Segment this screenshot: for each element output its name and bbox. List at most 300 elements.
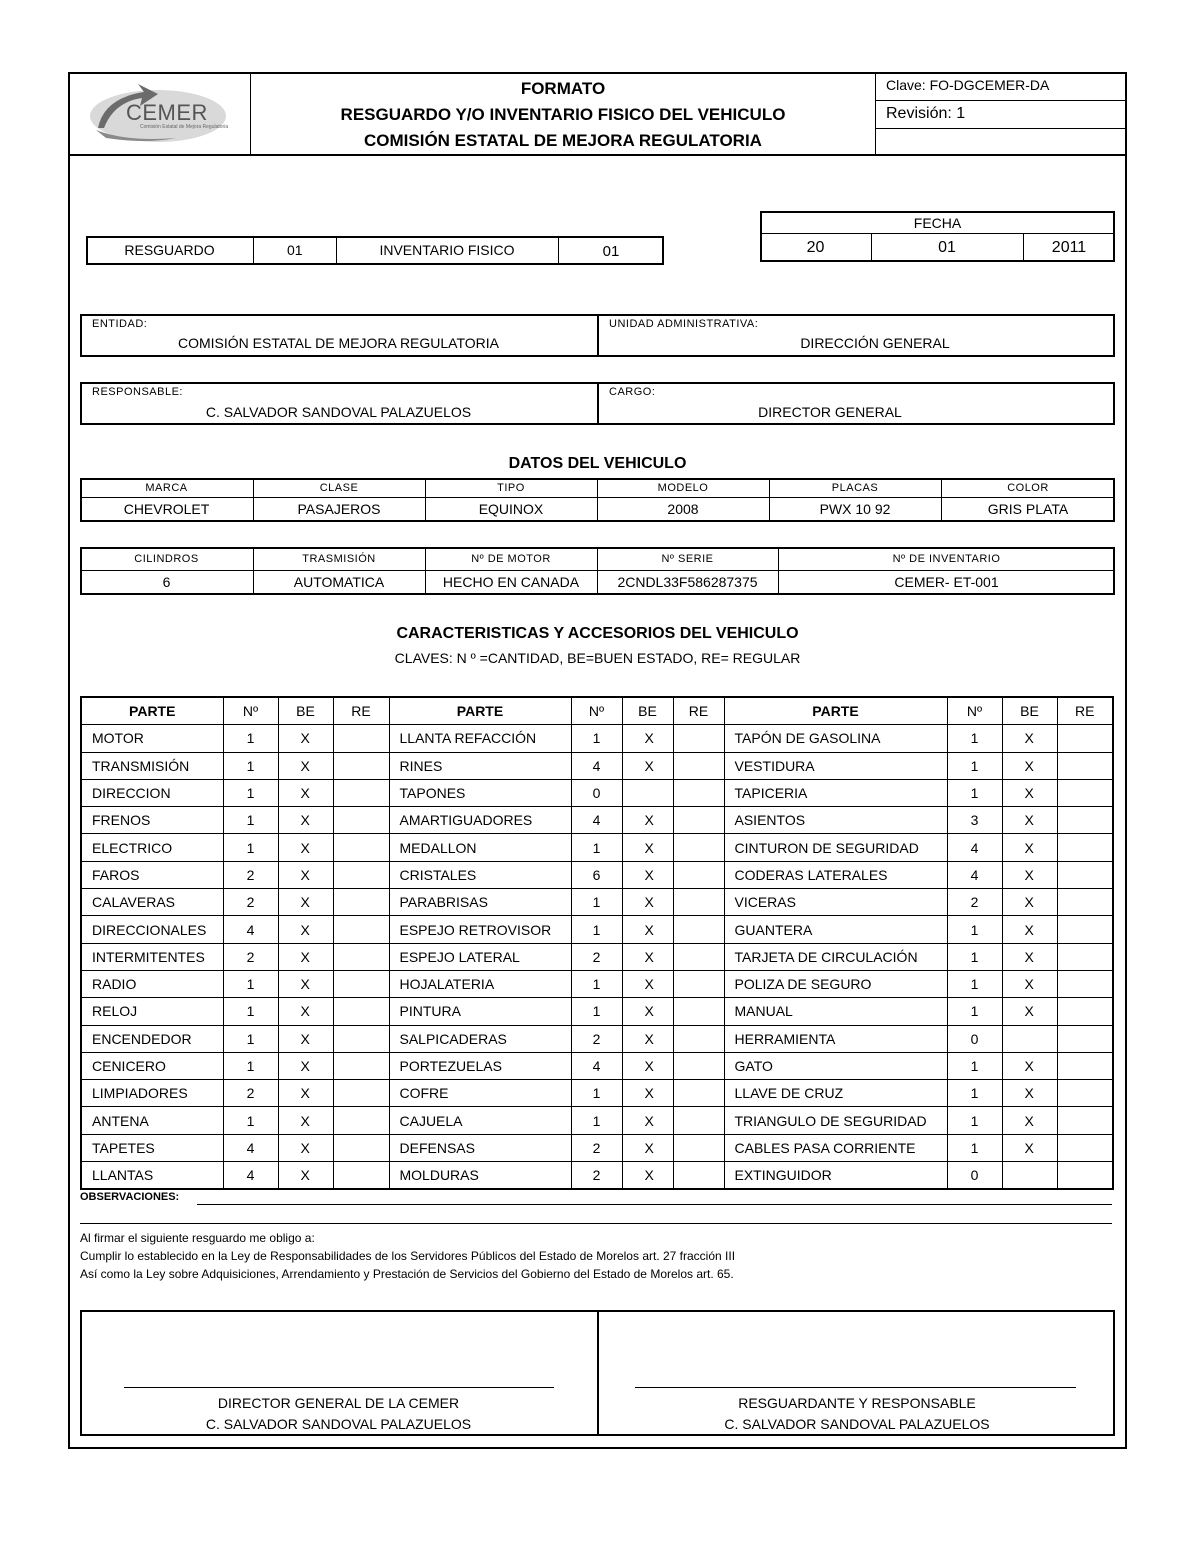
re-cell [673,752,724,779]
compromiso-line: Así como la Ley sobre Adquisiciones, Arrendamiento y Prestación de Servicios del Gobierno del Estado de Morelos art. 65. [80,1267,734,1281]
cantidad-cell: 1 [223,998,278,1025]
parte-cell: FAROS [81,861,223,888]
cantidad-cell: 1 [947,779,1002,806]
parte-cell: ASIENTOS [724,807,947,834]
cantidad-cell: 0 [571,779,622,806]
vehiculo-value-cell: 6 [162,574,171,590]
header-divider [875,100,1127,101]
be-cell: X [278,970,333,997]
parte-cell: VICERAS [724,889,947,916]
parte-cell: LLANTA REFACCIÓN [389,725,571,752]
be-cell: X [278,1080,333,1107]
be-cell: X [622,916,673,943]
parte-cell: TAPICERIA [724,779,947,806]
cell-divider [778,547,779,595]
parte-cell: CABLES PASA CORRIENTE [724,1134,947,1161]
table-row [81,889,1113,916]
be-cell: X [278,1134,333,1161]
vehiculo-value-cell: AUTOMATICA [293,574,385,590]
accesorios-header-cell: Nº [571,697,622,725]
re-cell [333,1025,389,1052]
cantidad-cell: 1 [223,725,278,752]
parte-cell: CINTURON DE SEGURIDAD [724,834,947,861]
parte-cell: POLIZA DE SEGURO [724,970,947,997]
be-cell: X [622,1162,673,1190]
accesorios-header-row [81,697,1113,725]
re-cell [1057,1162,1113,1190]
fecha-year: 2011 [1051,238,1087,256]
cantidad-cell: 1 [223,779,278,806]
vehiculo-header-cell: COLOR [1007,482,1049,494]
cantidad-cell: 1 [571,889,622,916]
cantidad-cell: 1 [223,1107,278,1134]
firma-title: RESGUARDANTE Y RESPONSABLE [738,1395,976,1411]
table-row [81,916,1113,943]
observaciones-line [197,1204,1112,1205]
re-cell [673,861,724,888]
parte-cell: MEDALLON [389,834,571,861]
re-cell [1057,1107,1113,1134]
cantidad-cell: 2 [571,1162,622,1190]
be-cell: X [622,1107,673,1134]
vehiculo-value-cell: GRIS PLATA [987,501,1069,517]
re-cell [1057,889,1113,916]
parte-cell: PORTEZUELAS [389,1052,571,1079]
re-cell [333,1162,389,1190]
observaciones-label: OBSERVACIONES: [80,1191,180,1203]
re-cell [673,1080,724,1107]
parte-cell: INTERMITENTES [81,943,223,970]
cantidad-cell: 1 [947,1052,1002,1079]
parte-cell: LLAVE DE CRUZ [724,1080,947,1107]
cantidad-cell: 1 [571,1080,622,1107]
cantidad-cell: 0 [947,1162,1002,1190]
vehiculo-header-cell: Nº SERIE [661,553,714,565]
be-cell: X [1002,861,1057,888]
cantidad-cell: 2 [571,1134,622,1161]
cantidad-cell: 4 [223,916,278,943]
cantidad-cell: 4 [947,834,1002,861]
re-cell [673,834,724,861]
re-cell [1057,725,1113,752]
cantidad-cell: 1 [947,998,1002,1025]
re-cell [673,807,724,834]
caracteristicas-title: CARACTERISTICAS Y ACCESORIOS DEL VEHICULO [396,625,799,642]
parte-cell: COFRE [389,1080,571,1107]
parte-cell: TAPONES [389,779,571,806]
parte-cell: CRISTALES [389,861,571,888]
header-divider [250,72,251,156]
signature-line-left [124,1387,554,1388]
be-cell: X [278,1025,333,1052]
cantidad-cell: 1 [223,1025,278,1052]
cantidad-cell: 2 [223,889,278,916]
cantidad-cell: 0 [947,1025,1002,1052]
parte-cell: PINTURA [389,998,571,1025]
cantidad-cell: 1 [947,752,1002,779]
vehiculo-value-cell: 2008 [667,501,699,517]
be-cell: X [1002,916,1057,943]
vehiculo-value-cell: PASAJEROS [297,501,381,517]
table-row [81,970,1113,997]
parte-cell: TRIANGULO DE SEGURIDAD [724,1107,947,1134]
accesorios-header-cell: PARTE [81,697,223,725]
accesorios-body [81,725,1113,1190]
be-cell: X [278,1162,333,1190]
title-line: FORMATO [520,79,606,98]
table-row [81,807,1113,834]
inventario-label: INVENTARIO FISICO [379,241,515,258]
parte-cell: LIMPIADORES [81,1080,223,1107]
re-cell [333,970,389,997]
re-cell [1057,807,1113,834]
cantidad-cell: 1 [571,970,622,997]
re-cell [673,916,724,943]
cell-divider [597,478,598,522]
unidad-value: DIRECCIÓN GENERAL [800,335,950,351]
re-cell [673,725,724,752]
be-cell: X [278,1052,333,1079]
cantidad-cell: 2 [223,1080,278,1107]
re-cell [1057,779,1113,806]
parte-cell: GUANTERA [724,916,947,943]
parte-cell: AMARTIGUADORES [389,807,571,834]
parte-cell: LLANTAS [81,1162,223,1190]
re-cell [333,752,389,779]
table-row [81,1107,1113,1134]
be-cell: X [622,970,673,997]
cantidad-cell: 1 [947,1080,1002,1107]
vehiculo-header-cell: TRASMISIÓN [302,553,376,565]
entidad-label: ENTIDAD: [92,318,148,330]
accesorios-header-cell: RE [673,697,724,725]
parte-cell: HOJALATERIA [389,970,571,997]
parte-cell: GATO [724,1052,947,1079]
cargo-label: CARGO: [609,386,656,398]
table-row [81,943,1113,970]
cantidad-cell: 1 [571,998,622,1025]
logo-subtext: Comisión Estatal de Mejora Regulatoria [140,124,229,130]
be-cell: X [1002,998,1057,1025]
observaciones-line [80,1223,1112,1224]
cantidad-cell: 1 [571,1107,622,1134]
re-cell [673,970,724,997]
be-cell: X [278,943,333,970]
table-row [81,779,1113,806]
parte-cell: ELECTRICO [81,834,223,861]
cargo-value: DIRECTOR GENERAL [758,404,902,420]
cantidad-cell: 1 [571,834,622,861]
parte-cell: DIRECCIONALES [81,916,223,943]
vehiculo-header-cell: Nº DE MOTOR [471,553,551,565]
fecha-month: 01 [938,238,956,256]
cantidad-cell: 6 [571,861,622,888]
vehiculo-value-cell: EQUINOX [478,501,544,517]
re-cell [673,779,724,806]
be-cell: X [1002,889,1057,916]
parte-cell: ENCENDEDOR [81,1025,223,1052]
be-cell: X [1002,943,1057,970]
be-cell [1002,1162,1057,1190]
be-cell [1002,1025,1057,1052]
cantidad-cell: 4 [571,752,622,779]
parte-cell: TRANSMISIÓN [81,752,223,779]
vehiculo-header-cell: Nº DE INVENTARIO [892,553,1001,565]
be-cell: X [622,834,673,861]
resguardo-label: RESGUARDO [124,241,215,258]
be-cell: X [1002,1052,1057,1079]
vehiculo-header-cell: CILINDROS [134,553,199,565]
re-cell [673,1134,724,1161]
vehiculo-header-cell: MARCA [145,482,188,494]
parte-cell: RELOJ [81,998,223,1025]
parte-cell: PARABRISAS [389,889,571,916]
re-cell [333,1052,389,1079]
cantidad-cell: 1 [947,943,1002,970]
cantidad-cell: 1 [223,834,278,861]
parte-cell: MOLDURAS [389,1162,571,1190]
parte-cell: FRENOS [81,807,223,834]
parte-cell: CENICERO [81,1052,223,1079]
table-row [81,725,1113,752]
vehiculo-value-cell: HECHO EN CANADA [442,574,580,590]
re-cell [333,807,389,834]
be-cell: X [622,998,673,1025]
accesorios-header-cell: Nº [223,697,278,725]
re-cell [1057,861,1113,888]
cell-divider [597,314,599,357]
vehiculo-value-cell: 2CNDL33F586287375 [617,574,758,590]
be-cell: X [622,1080,673,1107]
be-cell: X [278,752,333,779]
parte-cell: CAJUELA [389,1107,571,1134]
vehiculo-value-cell: CEMER- ET-001 [894,574,999,590]
cantidad-cell: 1 [947,1107,1002,1134]
parte-cell: RADIO [81,970,223,997]
be-cell: X [622,807,673,834]
re-cell [673,998,724,1025]
parte-cell: SALPICADERAS [389,1025,571,1052]
cantidad-cell: 4 [223,1134,278,1161]
table-row [81,834,1113,861]
re-cell [1057,752,1113,779]
re-cell [333,861,389,888]
compromiso-line: Cumplir lo establecido en la Ley de Responsabilidades de los Servidores Públicos del Estado de Morelos art. 27 fracción III [80,1249,736,1263]
parte-cell: ESPEJO LATERAL [389,943,571,970]
re-cell [673,943,724,970]
parte-cell: CODERAS LATERALES [724,861,947,888]
re-cell [333,1134,389,1161]
be-cell: X [622,889,673,916]
parte-cell: ESPEJO RETROVISOR [389,916,571,943]
resguardo-value: 01 [287,241,303,258]
firma-name: C. SALVADOR SANDOVAL PALAZUELOS [205,1416,472,1432]
parte-cell: MOTOR [81,725,223,752]
clave-code: Clave: FO-DGCEMER-DA [886,77,1050,93]
re-cell [1057,916,1113,943]
cantidad-cell: 1 [223,807,278,834]
cantidad-cell: 1 [947,916,1002,943]
table-row [81,1162,1113,1190]
cell-divider [253,478,254,522]
re-cell [1057,970,1113,997]
page-title [252,76,874,154]
responsable-label: RESPONSABLE: [92,386,183,398]
be-cell: X [1002,725,1057,752]
cantidad-cell: 2 [947,889,1002,916]
cantidad-cell: 3 [947,807,1002,834]
firma-title: DIRECTOR GENERAL DE LA CEMER [217,1395,460,1411]
be-cell: X [622,943,673,970]
cell-divider [597,547,598,595]
title-line: RESGUARDO Y/O INVENTARIO FISICO DEL VEHICULO [340,105,786,124]
cantidad-cell: 2 [571,1025,622,1052]
firma-director [80,1393,597,1435]
re-cell [333,1107,389,1134]
table-row [81,752,1113,779]
re-cell [673,1025,724,1052]
inventario-value: 01 [602,243,620,260]
be-cell: X [1002,970,1057,997]
table-row [81,861,1113,888]
vehiculo-title: DATOS DEL VEHICULO [508,455,687,472]
table-row [81,998,1113,1025]
be-cell: X [278,861,333,888]
be-cell: X [1002,752,1057,779]
firma-resguardante [599,1393,1115,1435]
parte-cell: VESTIDURA [724,752,947,779]
be-cell: X [622,1134,673,1161]
be-cell: X [278,779,333,806]
responsable-value: C. SALVADOR SANDOVAL PALAZUELOS [205,404,472,420]
be-cell: X [622,1025,673,1052]
vehiculo-header-cell: PLACAS [831,482,879,494]
cantidad-cell: 2 [223,861,278,888]
parte-cell: DIRECCION [81,779,223,806]
cantidad-cell: 1 [223,1052,278,1079]
be-cell: X [1002,1107,1057,1134]
signature-line-right [635,1387,1076,1388]
firma-name: C. SALVADOR SANDOVAL PALAZUELOS [724,1416,990,1432]
parte-cell: HERRAMIENTA [724,1025,947,1052]
parte-cell: MANUAL [724,998,947,1025]
re-cell [1057,943,1113,970]
re-cell [1057,1052,1113,1079]
accesorios-table [80,696,1114,1190]
be-cell: X [622,752,673,779]
be-cell: X [278,807,333,834]
parte-cell: RINES [389,752,571,779]
fecha-label: FECHA [913,215,962,231]
be-cell: X [278,725,333,752]
cantidad-cell: 4 [571,1052,622,1079]
re-cell [1057,1134,1113,1161]
parte-cell: CALAVERAS [81,889,223,916]
cantidad-cell: 1 [223,752,278,779]
header-divider [875,72,876,156]
revision-number: Revisión: 1 [886,105,966,122]
parte-cell: ANTENA [81,1107,223,1134]
re-cell [333,916,389,943]
cantidad-cell: 4 [947,861,1002,888]
cantidad-cell: 1 [223,970,278,997]
cantidad-cell: 1 [947,1134,1002,1161]
compromiso-text [80,1229,735,1283]
accesorios-header-cell: RE [1057,697,1113,725]
be-cell: X [1002,834,1057,861]
re-cell [1057,1025,1113,1052]
accesorios-header-cell: BE [278,697,333,725]
accesorios-header-cell: BE [1002,697,1057,725]
vehiculo-header-cell: TIPO [497,482,525,494]
be-cell: X [622,861,673,888]
be-cell [622,779,673,806]
cantidad-cell: 2 [571,943,622,970]
be-cell: X [278,834,333,861]
parte-cell: TAPETES [81,1134,223,1161]
vehiculo-header-cell: MODELO [657,482,709,494]
re-cell [673,1052,724,1079]
cell-divider [769,478,770,522]
table-row [81,1025,1113,1052]
accesorios-header-cell: Nº [947,697,1002,725]
re-cell [333,779,389,806]
parte-cell: TARJETA DE CIRCULACIÓN [724,943,947,970]
be-cell: X [278,889,333,916]
re-cell [673,1162,724,1190]
cantidad-cell: 2 [223,943,278,970]
table-row [81,1052,1113,1079]
re-cell [673,1107,724,1134]
be-cell: X [622,1052,673,1079]
cantidad-cell: 4 [223,1162,278,1190]
cell-divider [425,478,426,522]
table-row [81,1080,1113,1107]
re-cell [333,834,389,861]
re-cell [673,889,724,916]
cell-divider [597,382,599,425]
be-cell: X [278,998,333,1025]
vehiculo-value-cell: PWX 10 92 [819,501,891,517]
cantidad-cell: 4 [571,807,622,834]
cell-divider [425,547,426,595]
be-cell: X [1002,1080,1057,1107]
compromiso-line: Al firmar el siguiente resguardo me obligo a: [80,1231,315,1245]
fecha-day: 20 [806,238,825,256]
be-cell: X [278,916,333,943]
be-cell: X [1002,807,1057,834]
re-cell [333,889,389,916]
be-cell: X [278,1107,333,1134]
parte-cell: TAPÓN DE GASOLINA [724,725,947,752]
re-cell [333,1080,389,1107]
vehiculo-value-cell: CHEVROLET [123,501,210,517]
unidad-label: UNIDAD ADMINISTRATIVA: [609,318,759,330]
vehiculo-header-cell: CLASE [319,482,359,494]
table-row [81,1134,1113,1161]
cell-divider [941,478,942,522]
re-cell [1057,998,1113,1025]
entidad-value: COMISIÓN ESTATAL DE MEJORA REGULATORIA [177,335,499,351]
accesorios-header-cell: PARTE [389,697,571,725]
parte-cell: DEFENSAS [389,1134,571,1161]
title-line: COMISIÓN ESTATAL DE MEJORA REGULATORIA [364,131,762,150]
accesorios-header-cell: PARTE [724,697,947,725]
re-cell [333,943,389,970]
be-cell: X [1002,779,1057,806]
re-cell [333,998,389,1025]
cell-divider [253,547,254,595]
